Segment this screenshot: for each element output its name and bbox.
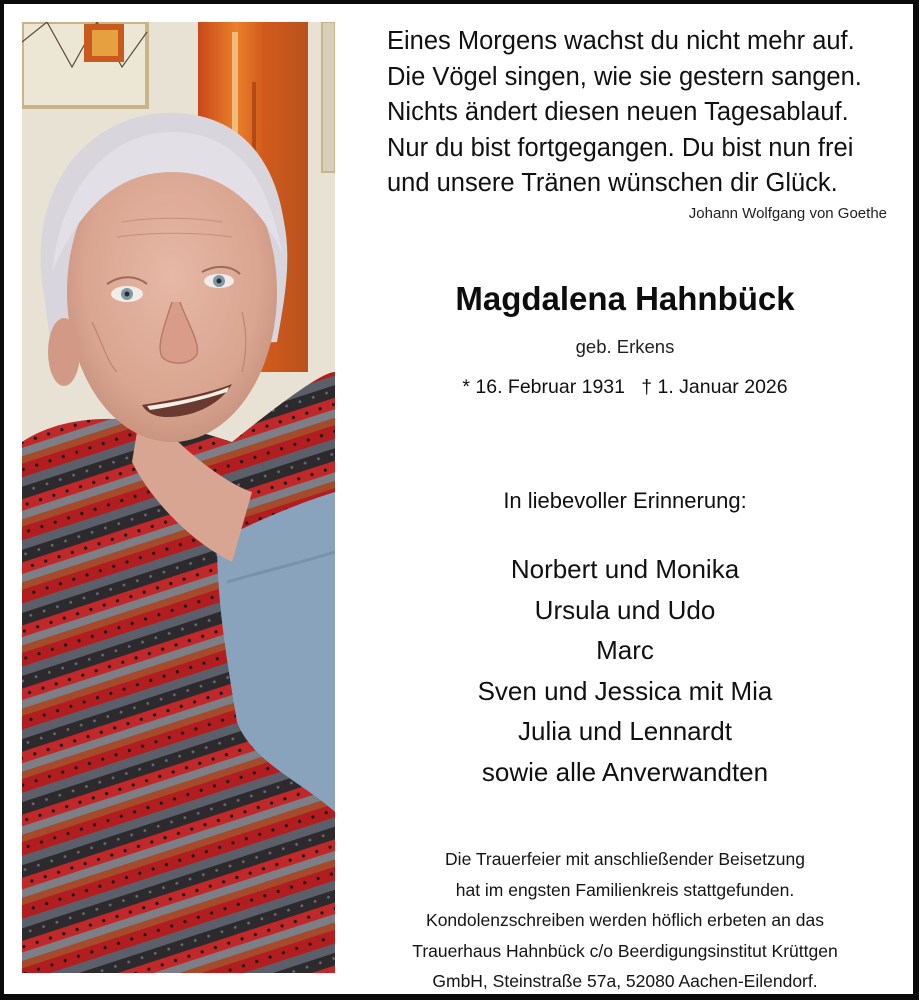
poem-line: Nichts ändert diesen neuen Tagesablauf. — [387, 98, 849, 126]
family-member: sowie alle Anverwandten — [481, 756, 769, 787]
family-member: Marc — [596, 635, 654, 665]
notice-line: Kondolenzschreiben werden höflich erbeten an das — [426, 910, 824, 930]
notice-line: Die Trauerfeier mit anschließender Beisetzung — [445, 849, 805, 869]
poem-line: Eines Morgens wachst du nicht mehr auf. — [387, 27, 855, 55]
memory-heading: In liebevoller Erinnerung: — [503, 488, 747, 513]
deceased-name: Magdalena Hahnbück — [455, 280, 795, 317]
family-member: Julia und Lennardt — [518, 716, 732, 746]
family-member: Norbert und Monika — [510, 554, 740, 584]
poem — [387, 24, 887, 202]
notice-line: hat im engsten Familienkreis stattgefunden. — [455, 879, 795, 900]
poem-line: Die Vögel singen, wie sie gestern sangen. — [387, 62, 862, 91]
notice-line: GmbH, Steinstraße 57a, 52080 Aachen-Eilendorf. — [432, 971, 818, 991]
poem-author: Johann Wolfgang von Goethe — [688, 205, 887, 222]
notice-line: Trauerhaus Hahnbück c/o Beerdigungsinstitut Krüttgen — [412, 940, 838, 961]
poem-line: Nur du bist fortgegangen. Du bist nun frei — [387, 133, 854, 162]
family-member: Sven und Jessica mit Mia — [477, 675, 773, 706]
portrait-illustration — [22, 22, 335, 973]
family-list — [355, 549, 895, 792]
family-member: Ursula und Udo — [534, 594, 716, 625]
life-dates: * 16. Februar 1931 † 1. Januar 2026 — [462, 376, 788, 398]
portrait-photo — [22, 22, 335, 973]
birth-name: geb. Erkens — [575, 336, 675, 357]
poem-line: und unsere Tränen wünschen dir Glück. — [387, 169, 838, 197]
funeral-notice — [355, 844, 895, 997]
obituary-text-column — [355, 22, 895, 991]
